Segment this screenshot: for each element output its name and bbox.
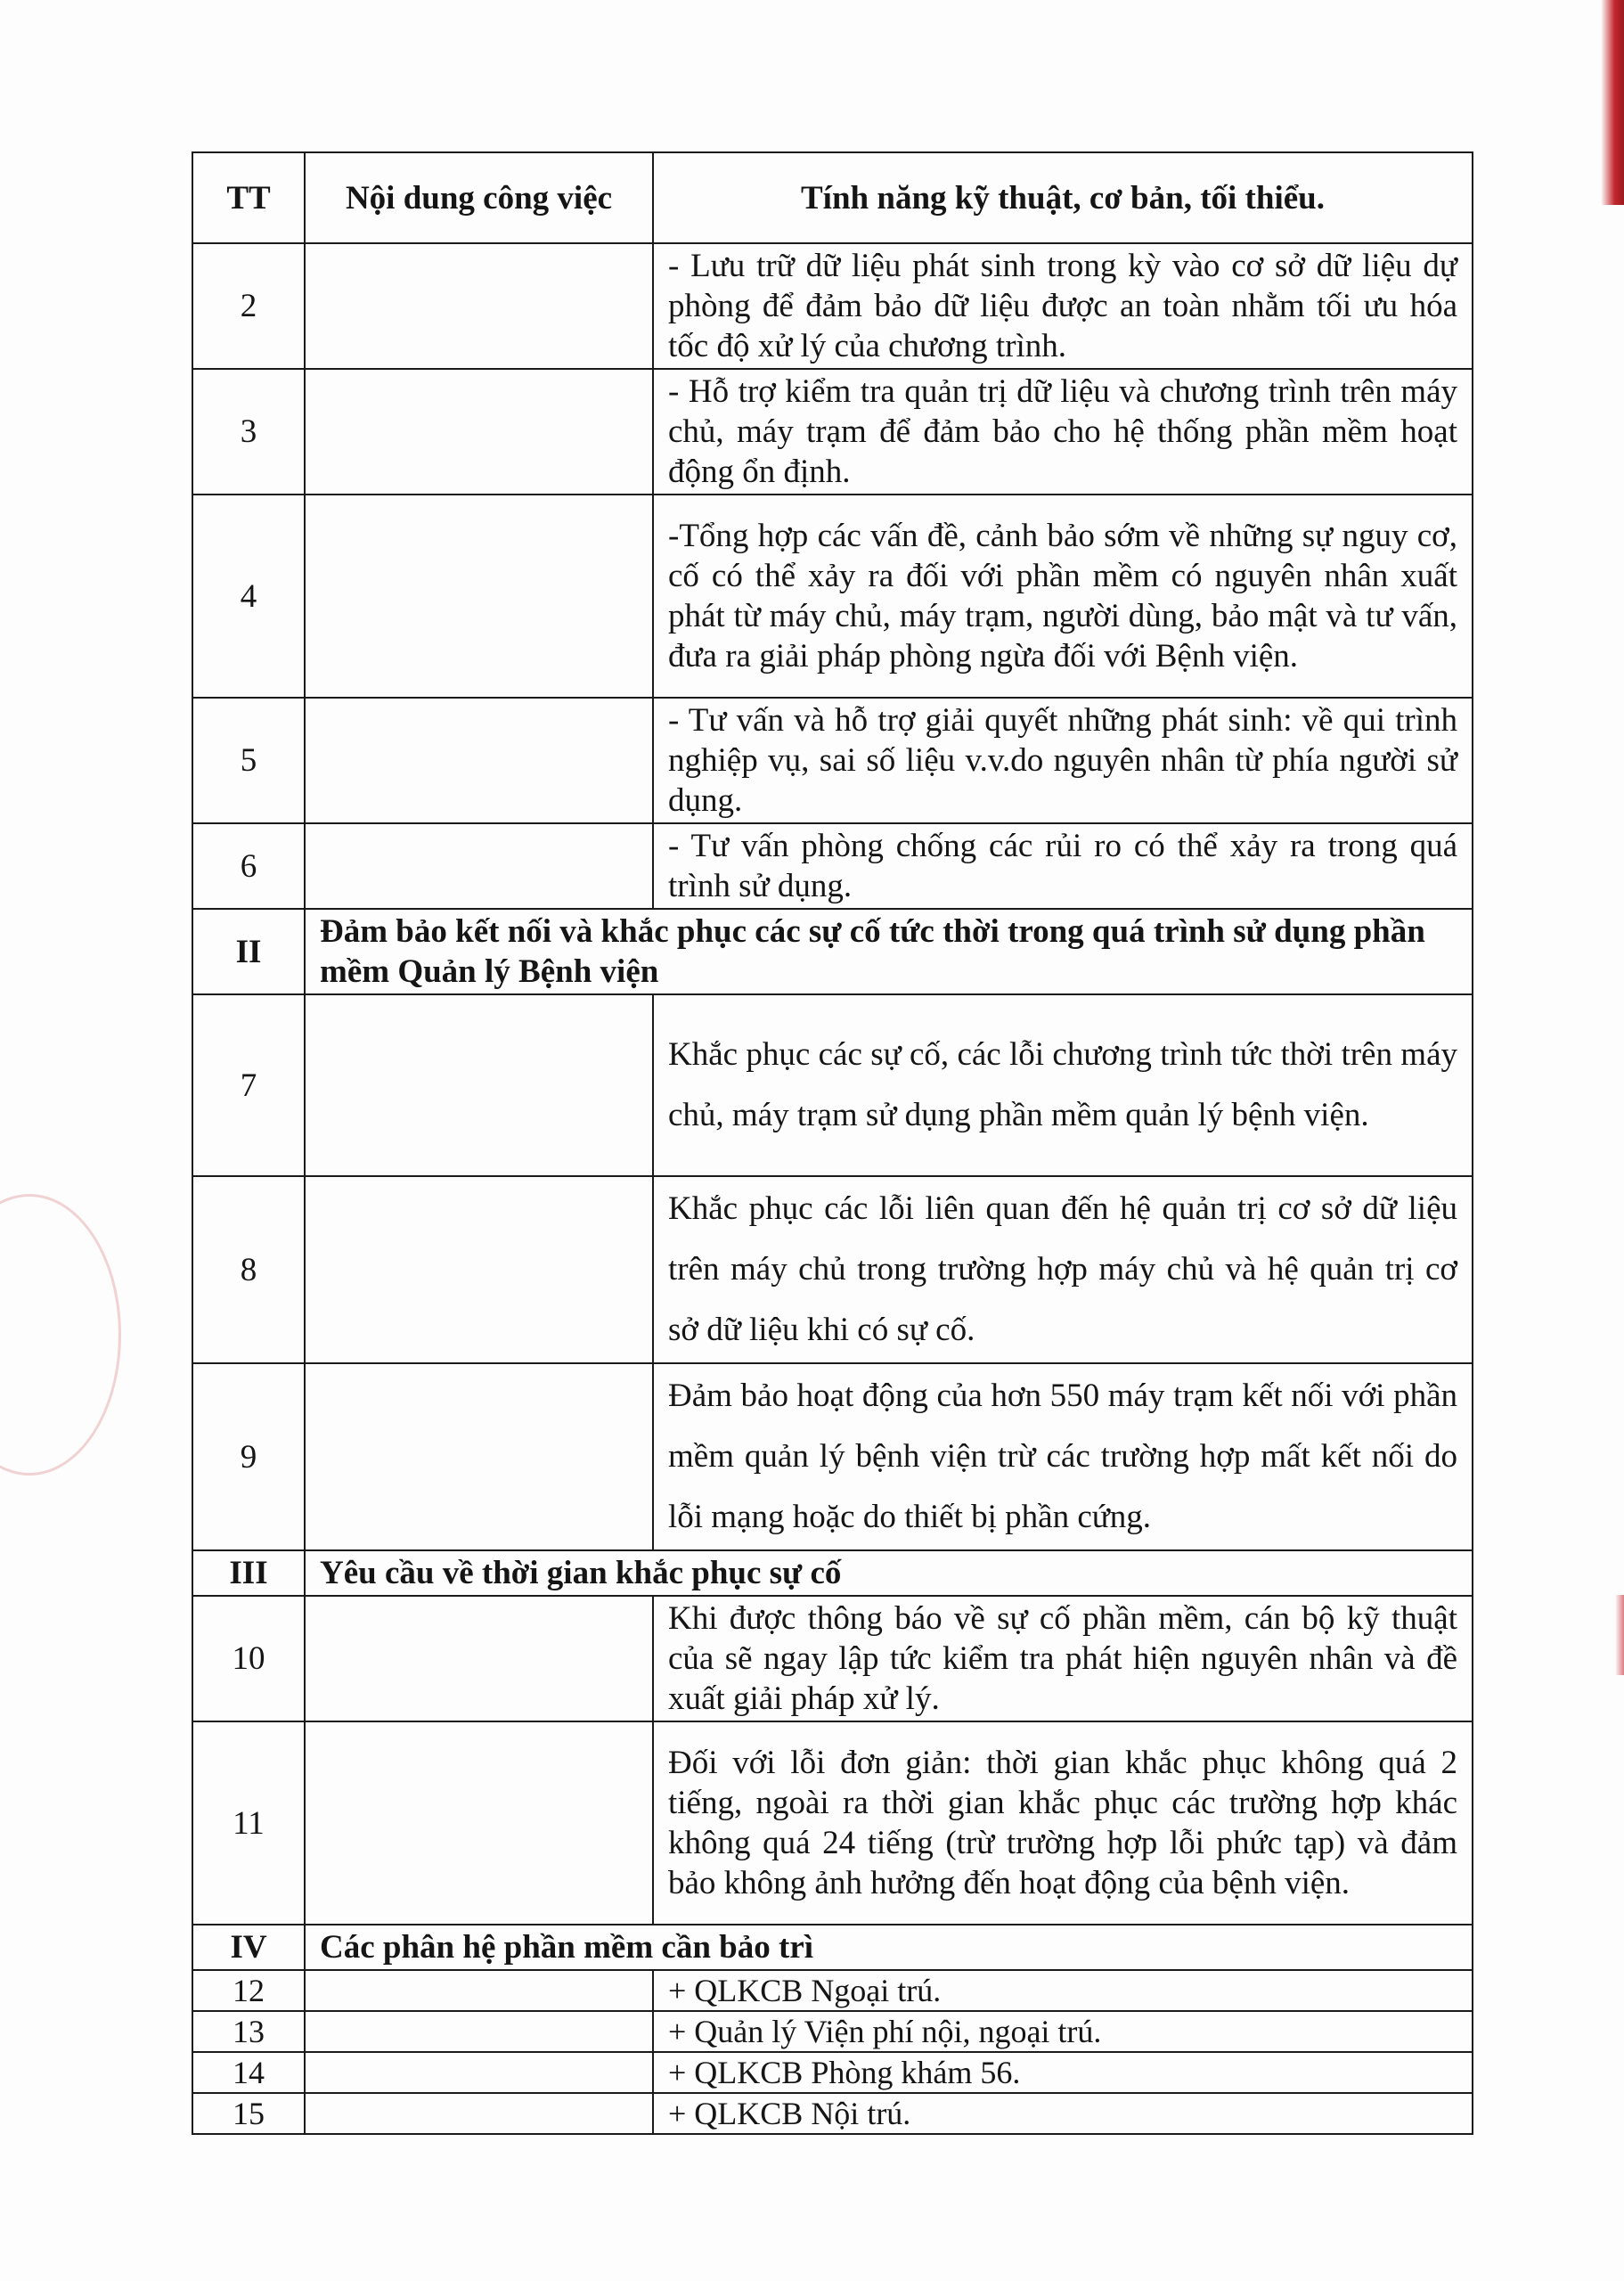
header-tt: TT xyxy=(192,152,305,243)
faded-seal-mark xyxy=(0,1194,121,1476)
row-spec: Khắc phục các sự cố, các lỗi chương trình tức thời trên máy chủ, máy trạm sử dụng phần mềm quản lý bệnh viện. xyxy=(653,994,1473,1176)
table-row xyxy=(192,2052,1473,2093)
row-number: 4 xyxy=(192,495,305,698)
row-spec: Khi được thông báo về sự cố phần mềm, cán bộ kỹ thuật của sẽ ngay lập tức kiểm tra phát hiện nguyên nhân và đề xuất giải pháp xử lý. xyxy=(653,1596,1473,1721)
table-header-row xyxy=(192,152,1473,243)
row-content xyxy=(305,2093,653,2134)
row-spec: Đảm bảo hoạt động của hơn 550 máy trạm kết nối với phần mềm quản lý bệnh viện trừ các trường hợp mất kết nối do lỗi mạng hoặc do thiết bị phần cứng. xyxy=(653,1363,1473,1550)
row-spec: - Hỗ trợ kiểm tra quản trị dữ liệu và chương trình trên máy chủ, máy trạm để đảm bảo cho hệ thống phần mềm hoạt động ổn định. xyxy=(653,369,1473,495)
section-number: IV xyxy=(192,1925,305,1970)
row-content xyxy=(305,1176,653,1363)
section-title: Các phân hệ phần mềm cần bảo trì xyxy=(305,1925,1473,1970)
row-content xyxy=(305,698,653,823)
section-row xyxy=(192,909,1473,994)
row-spec: - Tư vấn phòng chống các rủi ro có thể xảy ra trong quá trình sử dụng. xyxy=(653,823,1473,909)
row-content xyxy=(305,1721,653,1925)
table-row xyxy=(192,1596,1473,1721)
table-row xyxy=(192,1721,1473,1925)
row-content xyxy=(305,495,653,698)
row-spec: + QLKCB Ngoại trú. xyxy=(653,1970,1473,2011)
section-number: II xyxy=(192,909,305,994)
section-title: Yêu cầu về thời gian khắc phục sự cố xyxy=(305,1550,1473,1596)
row-number: 3 xyxy=(192,369,305,495)
row-number: 8 xyxy=(192,1176,305,1363)
page-edge-stain-lower xyxy=(1615,1595,1624,1675)
row-content xyxy=(305,1596,653,1721)
row-spec: Khắc phục các lỗi liên quan đến hệ quản trị cơ sở dữ liệu trên máy chủ trong trường hợp máy chủ và hệ quản trị cơ sở dữ liệu khi có sự cố. xyxy=(653,1176,1473,1363)
table-row xyxy=(192,369,1473,495)
table-row xyxy=(192,495,1473,698)
section-row xyxy=(192,1925,1473,1970)
row-number: 11 xyxy=(192,1721,305,1925)
row-content xyxy=(305,2052,653,2093)
row-number: 6 xyxy=(192,823,305,909)
row-spec: Đối với lỗi đơn giản: thời gian khắc phục không quá 2 tiếng, ngoài ra thời gian khắc phục các trường hợp khác không quá 24 tiếng (trừ trường hợp lỗi phức tạp) và đảm bảo không ảnh hưởng đến hoạt động của bệnh viện. xyxy=(653,1721,1473,1925)
row-number: 15 xyxy=(192,2093,305,2134)
specification-table xyxy=(192,151,1473,2135)
row-spec: - Tư vấn và hỗ trợ giải quyết những phát sinh: về qui trình nghiệp vụ, sai số liệu v.v.do nguyên nhân từ phía người sử dụng. xyxy=(653,698,1473,823)
row-spec: + QLKCB Nội trú. xyxy=(653,2093,1473,2134)
row-number: 2 xyxy=(192,243,305,369)
row-number: 9 xyxy=(192,1363,305,1550)
table-row xyxy=(192,1176,1473,1363)
row-spec: + Quản lý Viện phí nội, ngoại trú. xyxy=(653,2011,1473,2052)
header-spec: Tính năng kỹ thuật, cơ bản, tối thiểu. xyxy=(653,152,1473,243)
row-content xyxy=(305,369,653,495)
table-row xyxy=(192,1363,1473,1550)
row-spec: -Tổng hợp các vấn đề, cảnh bảo sớm về những sự nguy cơ, cố có thể xảy ra đối với phần mềm có nguyên nhân xuất phát từ máy chủ, máy trạm, người dùng, bảo mật và tư vấn, đưa ra giải pháp phòng ngừa đối với Bệnh viện. xyxy=(653,495,1473,698)
table-row xyxy=(192,243,1473,369)
table-row xyxy=(192,823,1473,909)
row-content xyxy=(305,243,653,369)
row-content xyxy=(305,823,653,909)
table-row xyxy=(192,2093,1473,2134)
row-number: 13 xyxy=(192,2011,305,2052)
page-edge-stain xyxy=(1601,0,1624,205)
row-number: 7 xyxy=(192,994,305,1176)
row-number: 5 xyxy=(192,698,305,823)
header-content: Nội dung công việc xyxy=(305,152,653,243)
row-content xyxy=(305,1363,653,1550)
table-row xyxy=(192,2011,1473,2052)
row-content xyxy=(305,994,653,1176)
row-number: 12 xyxy=(192,1970,305,2011)
section-row xyxy=(192,1550,1473,1596)
row-content xyxy=(305,2011,653,2052)
table-row xyxy=(192,994,1473,1176)
table-row xyxy=(192,698,1473,823)
row-number: 14 xyxy=(192,2052,305,2093)
section-number: III xyxy=(192,1550,305,1596)
section-title: Đảm bảo kết nối và khắc phục các sự cố tức thời trong quá trình sử dụng phần mềm Quản lý Bệnh viện xyxy=(305,909,1473,994)
row-content xyxy=(305,1970,653,2011)
row-spec: + QLKCB Phòng khám 56. xyxy=(653,2052,1473,2093)
row-number: 10 xyxy=(192,1596,305,1721)
table-row xyxy=(192,1970,1473,2011)
row-spec: - Lưu trữ dữ liệu phát sinh trong kỳ vào cơ sở dữ liệu dự phòng để đảm bảo dữ liệu được an toàn nhằm tối ưu hóa tốc độ xử lý của chương trình. xyxy=(653,243,1473,369)
